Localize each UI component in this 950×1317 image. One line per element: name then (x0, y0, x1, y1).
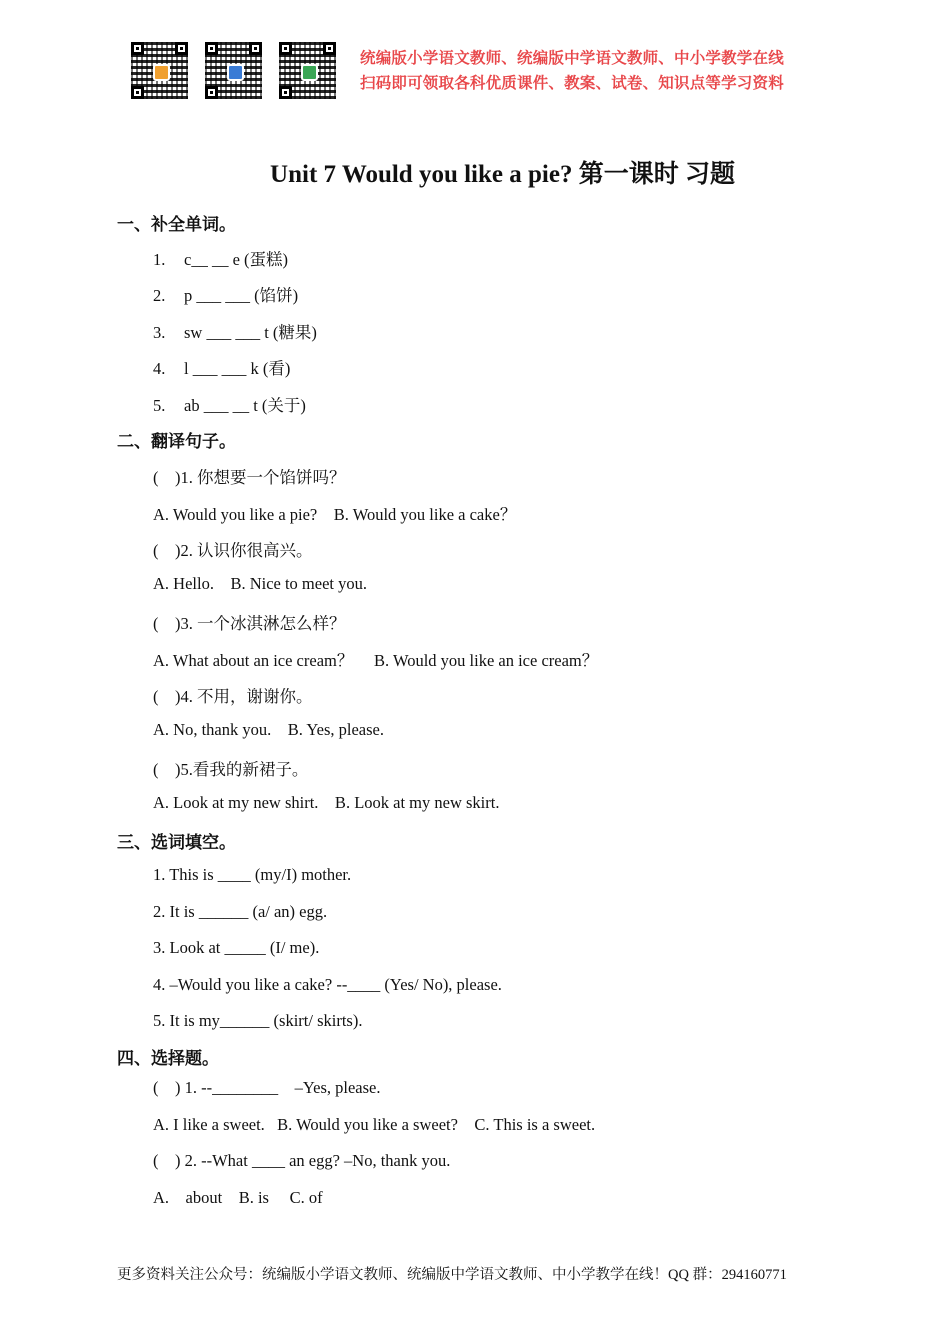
page-footer: 更多资料关注公众号：统编版小学语文教师、统编版中学语文教师、中小学教学在线！QQ 群：294160771 (117, 1267, 787, 1283)
section-heading-4: 四、选择题。 (117, 1049, 219, 1069)
question-line: ( )1. 你想要一个馅饼吗？ (153, 468, 346, 487)
list-item: 1. c__ __ e (蛋糕) (153, 250, 289, 269)
qr-code-3[interactable] (279, 42, 336, 99)
qr-logo-icon (153, 64, 170, 81)
options-line: A. No, thank you. B. Yes, please. (153, 720, 384, 739)
question-line: ( ) 1. --________ –Yes, please. (153, 1078, 381, 1097)
list-item: 2. p ___ ___ (馅饼) (153, 286, 299, 305)
fill-blank-line: 1. This is ____ (my/I) mother. (153, 865, 352, 884)
options-line: A. Look at my new shirt. B. Look at my new skirt. (153, 793, 500, 812)
question-line: ( )2. 认识你很高兴。 (153, 541, 313, 560)
fill-blank-line: 3. Look at _____ (I/ me). (153, 938, 320, 957)
question-line: ( )4. 不用，谢谢你。 (153, 687, 313, 706)
list-item: 3. sw ___ ___ t (糖果) (153, 323, 317, 342)
section-heading-2: 二、翻译句子。 (117, 432, 236, 452)
options-line: A. I like a sweet. B. Would you like a sweet? C. This is a sweet. (153, 1115, 596, 1134)
options-line: A. What about an ice cream？ B. Would you like an ice cream？ (153, 651, 599, 670)
question-line: ( ) 2. --What ____ an egg? –No, thank you. (153, 1151, 451, 1170)
page-title: Unit 7 Would you like a pie? 第一课时 习题 (270, 161, 735, 188)
qr-logo-icon (227, 64, 244, 81)
promo-banner (360, 46, 784, 96)
question-line: ( )5.看我的新裙子。 (153, 760, 309, 779)
options-line: A. Would you like a pie? B. Would you like a cake？ (153, 505, 517, 524)
qr-code-1[interactable] (131, 42, 188, 99)
qr-code-2[interactable] (205, 42, 262, 99)
options-line: A. Hello. B. Nice to meet you. (153, 574, 368, 593)
qr-logo-icon (301, 64, 318, 81)
section-heading-1: 一、补全单词。 (117, 215, 236, 235)
question-line: ( )3. 一个冰淇淋怎么样？ (153, 614, 346, 633)
section-heading-3: 三、选词填空。 (117, 833, 236, 853)
banner-line-1: 统编版小学语文教师、统编版中学语文教师、中小学教学在线 (360, 49, 784, 67)
fill-blank-line: 5. It is my______ (skirt/ skirts). (153, 1011, 363, 1030)
fill-blank-line: 4. –Would you like a cake? --____ (Yes/ No), please. (153, 975, 502, 994)
banner-line-2: 扫码即可领取各科优质课件、教案、试卷、知识点等学习资料 (360, 74, 784, 92)
options-line: A. about B. is C. of (153, 1188, 323, 1207)
list-item: 4. l ___ ___ k (看) (153, 359, 291, 378)
list-item: 5. ab ___ __ t (关于) (153, 396, 306, 415)
fill-blank-line: 2. It is ______ (a/ an) egg. (153, 902, 328, 921)
qr-code-row (131, 42, 336, 99)
